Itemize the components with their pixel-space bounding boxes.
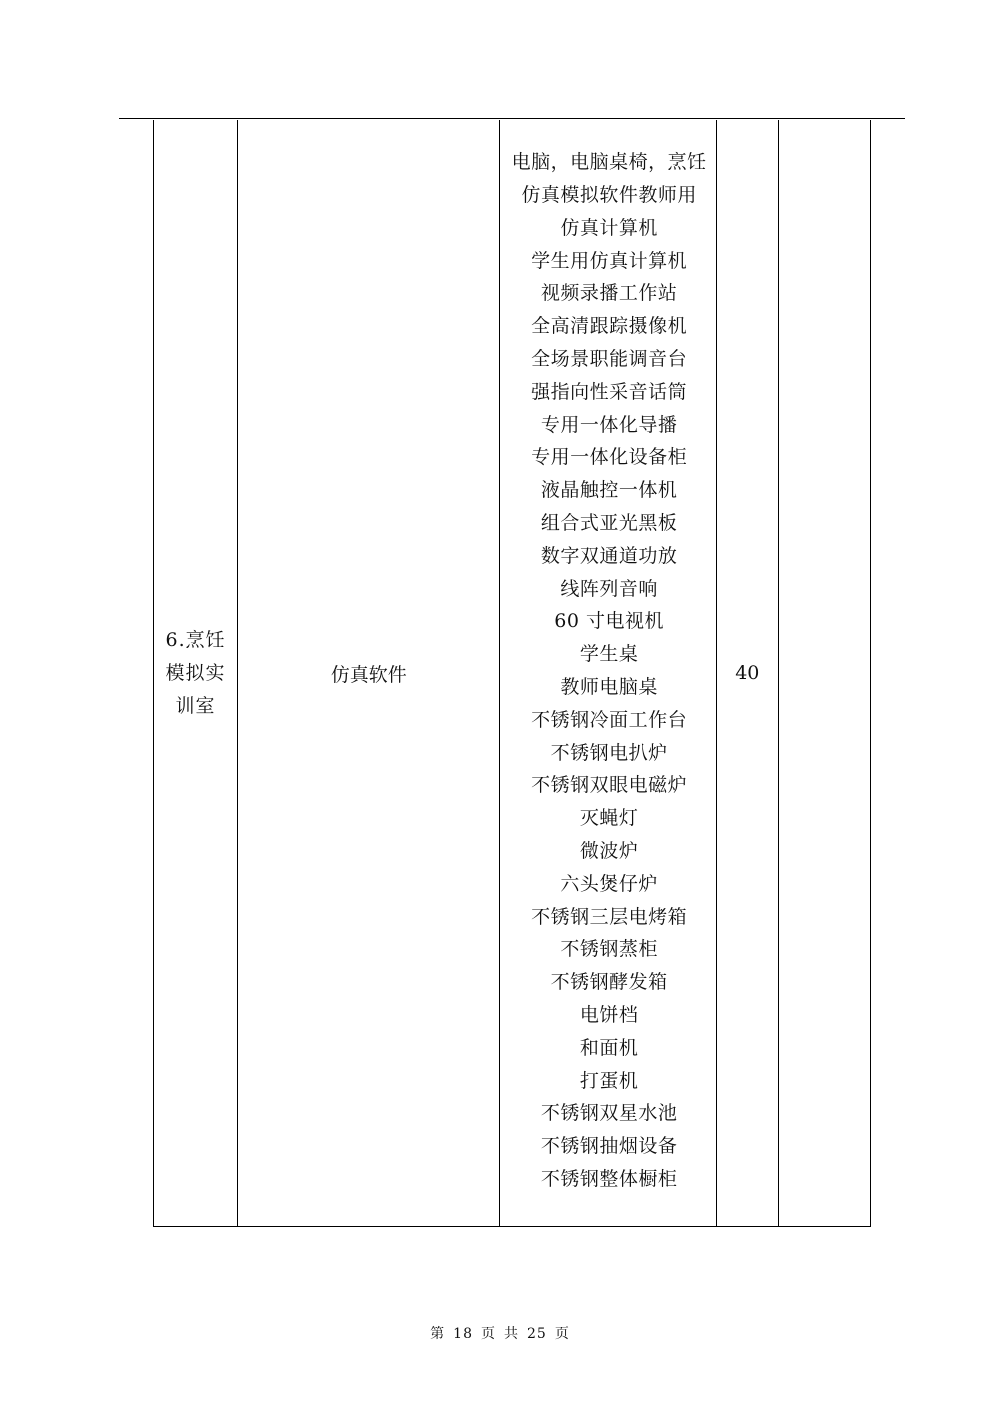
equipment-item: 视频录播工作站 — [540, 282, 678, 305]
footer-total-pages: 25 — [527, 1326, 547, 1342]
header-rule — [119, 118, 905, 119]
equipment-item: 不锈钢双星水池 — [540, 1102, 678, 1125]
equipment-item: 线阵列音响 — [560, 577, 658, 600]
equipment-item: 液晶触控一体机 — [540, 479, 678, 502]
equipment-item: 教师电脑桌 — [560, 676, 658, 698]
footer-total-unit: 页 — [554, 1326, 570, 1342]
software-text: 仿真软件 — [330, 663, 407, 686]
footer-page-unit: 页 — [481, 1326, 496, 1342]
equipment-item: 60 寸电视机 — [554, 610, 664, 633]
footer-total-prefix: 共 — [504, 1326, 519, 1342]
equipment-item: 不锈钢整体橱柜 — [540, 1167, 678, 1190]
equipment-item: 专用一体化设备柜 — [531, 446, 688, 469]
equipment-item: 不锈钢酵发箱 — [550, 971, 668, 994]
equipment-list — [500, 124, 715, 1222]
quantity-text: 40 — [735, 662, 760, 684]
room-name-line: 6.烹饪 — [165, 628, 226, 651]
equipment-table — [153, 120, 871, 1227]
equipment-item: 电饼档 — [579, 1003, 639, 1026]
equipment-item: 微波炉 — [579, 839, 639, 862]
equipment-item: 全场景职能调音台 — [531, 348, 688, 371]
equipment-item: 全高清跟踪摄像机 — [531, 315, 688, 338]
software-cell — [238, 120, 500, 1227]
equipment-item: 不锈钢蒸柜 — [560, 938, 658, 961]
equipment-cell — [500, 120, 716, 1227]
equipment-item: 仿真模拟软件教师用 — [521, 184, 697, 207]
equipment-item: 数字双通道功放 — [540, 544, 678, 567]
footer-prefix: 第 — [430, 1326, 446, 1342]
equipment-item: 不锈钢电扒炉 — [550, 741, 668, 764]
equipment-item: 打蛋机 — [579, 1069, 639, 1092]
equipment-item: 不锈钢三层电烤箱 — [531, 905, 688, 928]
equipment-item: 组合式亚光黑板 — [540, 512, 678, 535]
room-name-line: 模拟实 — [165, 661, 226, 684]
equipment-item: 专用一体化导播 — [540, 413, 678, 436]
equipment-item: 和面机 — [579, 1036, 639, 1059]
table-row — [154, 120, 871, 1227]
equipment-item: 不锈钢抽烟设备 — [540, 1135, 678, 1158]
equipment-item: 学生桌 — [579, 643, 639, 666]
equipment-item: 学生用仿真计算机 — [531, 249, 688, 272]
equipment-item: 电脑，电脑桌椅，烹饪 — [511, 151, 707, 174]
equipment-item: 灭蝇灯 — [579, 807, 639, 830]
equipment-item: 仿真计算机 — [560, 216, 658, 239]
equipment-item: 不锈钢冷面工作台 — [531, 708, 688, 731]
room-name-cell — [154, 120, 238, 1227]
page-footer — [0, 1323, 1000, 1343]
equipment-item: 六头煲仔炉 — [560, 872, 658, 895]
room-name-line: 训室 — [175, 694, 216, 717]
quantity-cell — [716, 120, 778, 1227]
equipment-item: 强指向性采音话筒 — [531, 380, 688, 403]
equipment-item: 不锈钢双眼电磁炉 — [531, 774, 688, 797]
extra-cell — [778, 120, 870, 1227]
footer-page-number: 18 — [453, 1326, 473, 1342]
